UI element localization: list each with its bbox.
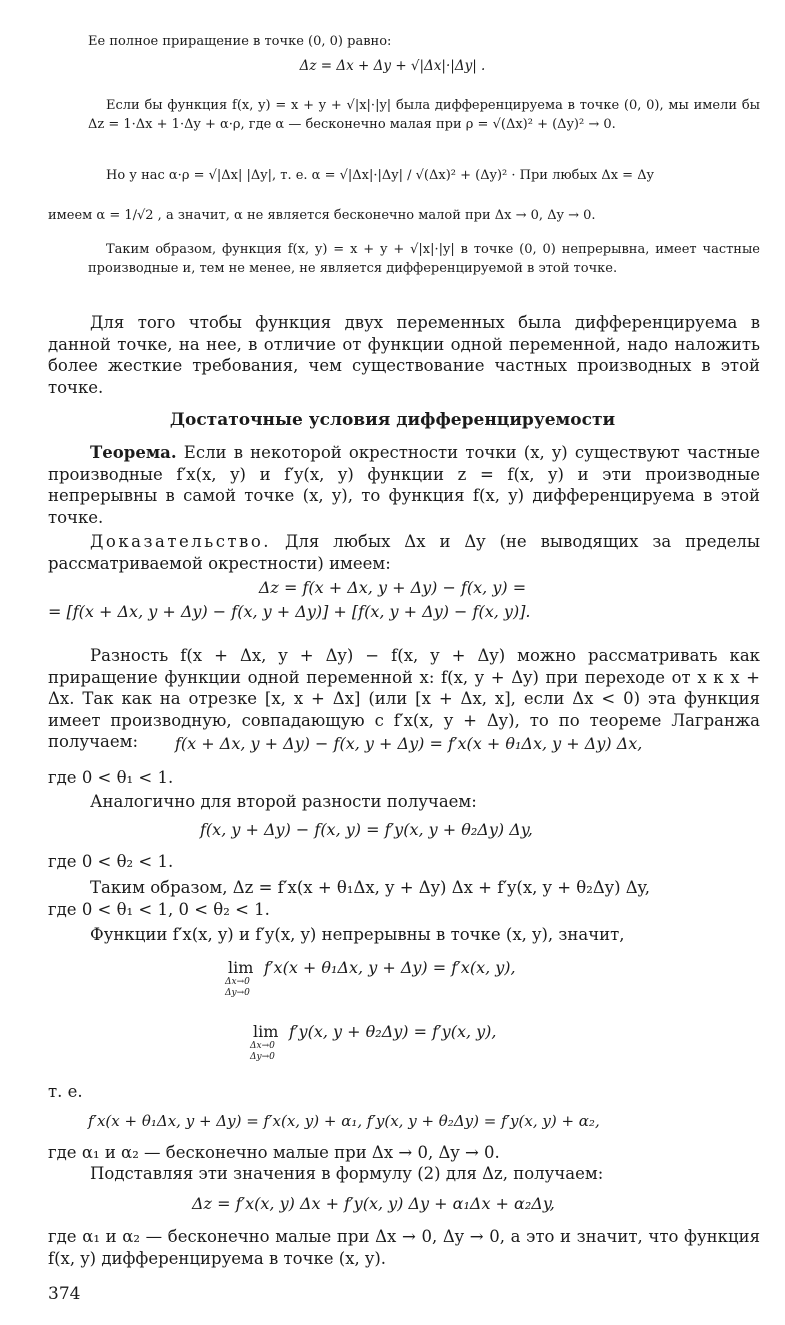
paragraph-analogous: Аналогично для второй разности получаем: bbox=[90, 792, 477, 811]
limit-expression-2: f′y(x, y + θ₂Δy) = f′y(x, y), bbox=[289, 1022, 497, 1041]
theorem-text: Если в некоторой окрестности точки (x, y) существуют частные производные f′x(x, y) и f′y(x, y) функции z = f(x, y) и эти производные непрерывны в самой точке (x, y), то функция f(x, y) дифференцируема в этой точке. bbox=[48, 443, 760, 527]
paragraph-alphas-infinitesimal: где α₁ и α₂ — бесконечно малые при Δx → 0, Δy → 0. bbox=[48, 1143, 500, 1162]
paragraph-continuity: Функции f′x(x, y) и f′y(x, y) непрерывны в точке (x, y), значит, bbox=[90, 925, 625, 944]
formula-increment: Δz = Δx + Δy + √|Δx|·|Δy| . bbox=[299, 58, 486, 74]
limit-expression-1: f′x(x + θ₁Δx, y + Δy) = f′x(x, y), bbox=[264, 958, 516, 977]
lim-sub-dx-2: Δx→0 bbox=[250, 1041, 275, 1051]
paragraph-final: где α₁ и α₂ — бесконечно малые при Δx → 0, Δy → 0, а это и значит, что функция f(x, y) дифференцируема в точке (x, y). bbox=[48, 1227, 760, 1268]
proof-text: Для любых Δx и Δy (не выводящих за пределы рассматриваемой окрестности) имеем: bbox=[48, 532, 760, 573]
lim-sub-dx-1: Δx→0 bbox=[225, 977, 250, 987]
lim-sub-dy-1: Δy→0 bbox=[225, 988, 250, 998]
lim-word-2: lim bbox=[253, 1022, 279, 1041]
paragraph-conclusion: Таким образом, функция f(x, y) = x + y + √|x|·|y| в точке (0, 0) непрерывна, имеет частные производные и, тем не менее, не является дифференцируемой в этой точке. bbox=[88, 242, 760, 276]
theorem-paragraph bbox=[48, 442, 760, 528]
limit-1 bbox=[225, 958, 628, 1018]
proof-paragraph bbox=[48, 531, 760, 574]
formula-lagrange-2: f(x, y + Δy) − f(x, y) = f′y(x, y + θ₂Δy) Δy, bbox=[200, 820, 533, 839]
formula-final: Δz = f′x(x, y) Δx + f′y(x, y) Δy + α₁Δx + α₂Δy, bbox=[192, 1194, 555, 1213]
proof-label: Доказательство. bbox=[90, 532, 272, 551]
page-number: 374 bbox=[48, 1284, 81, 1304]
paragraph-difference: Разность f(x + Δx, y + Δy) − f(x, y + Δy) можно рассматривать как приращение функции одной переменной x: f(x, y + Δy) при переходе от x к x + Δx. Так как на отрезке [x, x + Δx] (или [x + Δx, x], если Δx < 0) эта функция имеет производную, совпадающую с f′x(x, y + Δy), то по теореме Лагранжа получаем: bbox=[48, 646, 760, 751]
where-thetas: где 0 < θ₁ < 1, 0 < θ₂ < 1. bbox=[48, 900, 270, 919]
paragraph-alpha-value: имеем α = 1/√2 , а значит, α не является бесконечно малой при Δx → 0, Δy → 0. bbox=[48, 208, 596, 223]
paragraph-differentiable-hypothesis: Если бы функция f(x, y) = x + y + √|x|·|y| была дифференцируема в точке (0, 0), мы имели бы Δz = 1·Δx + 1·Δy + α·ρ, где α — бесконечно малая при ρ = √(Δx)² + (Δy)² → 0. bbox=[88, 98, 760, 132]
formula-delta-z-1: Δz = f(x + Δx, y + Δy) − f(x, y) = bbox=[258, 578, 527, 597]
paragraph-requirements: Для того чтобы функция двух переменных была дифференцируема в данной точке, на нее, в отличие от функции одной переменной, надо наложить более жесткие требования, чем существование частных производных в этой точке. bbox=[48, 313, 760, 397]
where-theta1: где 0 < θ₁ < 1. bbox=[48, 768, 174, 787]
formula-delta-z-2: = [f(x + Δx, y + Δy) − f(x, y + Δy)] + [f(x, y + Δy) − f(x, y)]. bbox=[48, 602, 531, 621]
intro-line: Ее полное приращение в точке (0, 0) равно: bbox=[88, 34, 392, 49]
lim-sub-dy-2: Δy→0 bbox=[250, 1052, 275, 1062]
theorem-label: Теорема. bbox=[90, 443, 177, 462]
section-heading: Достаточные условия дифференцируемости bbox=[169, 410, 616, 430]
formula-lagrange-1: f(x + Δx, y + Δy) − f(x, y + Δy) = f′x(x + θ₁Δx, y + Δy) Δx, bbox=[175, 734, 643, 753]
formula-alpha-def: f′x(x + θ₁Δx, y + Δy) = f′x(x, y) + α₁, f′y(x, y + θ₂Δy) = f′y(x, y) + α₂, bbox=[88, 1112, 600, 1130]
limit-2 bbox=[250, 1022, 653, 1082]
where-theta2: где 0 < θ₂ < 1. bbox=[48, 852, 174, 871]
lim-word-1: lim bbox=[228, 958, 254, 977]
ie-label: т. е. bbox=[48, 1082, 83, 1101]
paragraph-thus: Таким образом, Δz = f′x(x + θ₁Δx, y + Δy) Δx + f′y(x, y + θ₂Δy) Δy, bbox=[90, 878, 651, 897]
paragraph-substitute: Подставляя эти значения в формулу (2) для Δz, получаем: bbox=[90, 1164, 604, 1183]
paragraph-alpha-rho: Но у нас α·ρ = √|Δx| |Δy|, т. е. α = √|Δx|·|Δy| / √(Δx)² + (Δy)² · При любых Δx = Δy bbox=[106, 168, 654, 183]
